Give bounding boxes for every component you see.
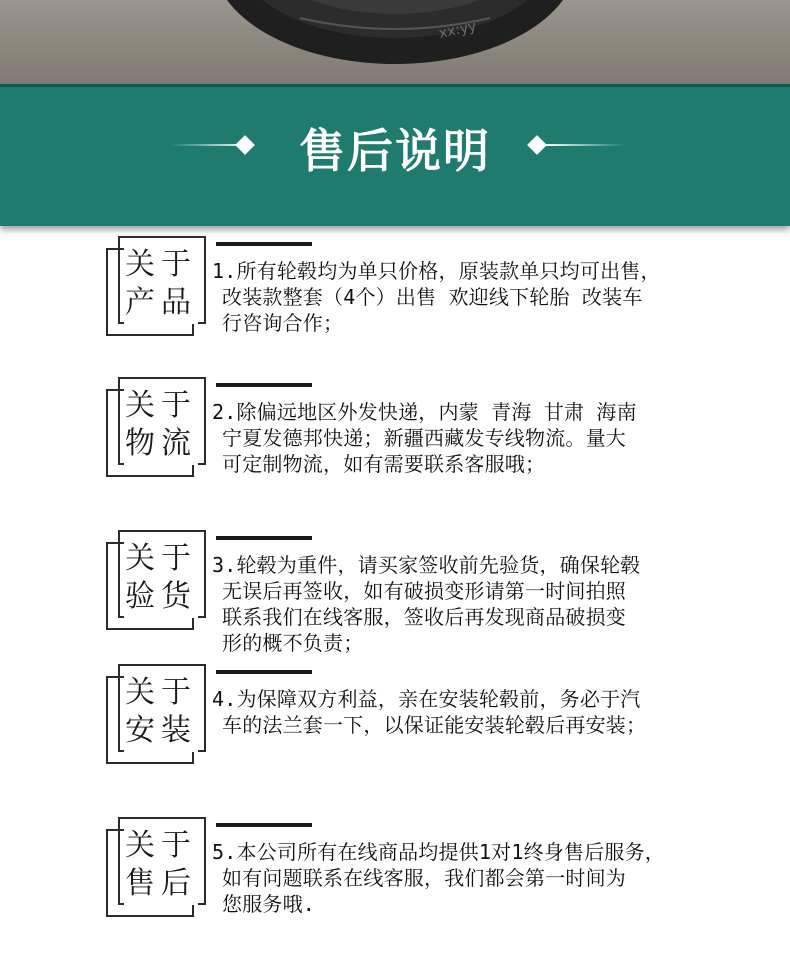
section-rule: [216, 383, 312, 387]
tag-label: [124, 827, 198, 905]
tag-label: [124, 540, 198, 618]
tire-photo: [0, 0, 790, 84]
text-line: 联系我们在线客服，签收后再发现商品破损变: [222, 605, 626, 629]
section-rule: [216, 536, 312, 540]
tag-label: [124, 387, 198, 465]
section-tag: [106, 664, 206, 764]
section-tag: [106, 236, 206, 336]
tag-label-top: 关于: [125, 388, 197, 423]
text-line: 行咨询合作；: [222, 311, 344, 335]
text-line: 形的概不负责；: [222, 631, 364, 655]
text-line: 车的法兰套一下，以保证能安装轮毂后再安装；: [222, 713, 647, 737]
tag-label-bottom: 售后: [125, 866, 197, 901]
diamond-icon-left: [235, 135, 255, 155]
text-line: 宁夏发德邦快递；新疆西藏发专线物流。量大: [222, 426, 626, 450]
tag-label-bottom: 物流: [125, 426, 197, 461]
text-line: 2.除偏远地区外发快递，内蒙 青海 甘肃 海南: [212, 400, 637, 424]
text-line: 可定制物流，如有需要联系客服哦；: [222, 452, 546, 476]
divider-line-right: [545, 144, 625, 146]
section-rule: [216, 670, 312, 674]
text-line: 1.所有轮毂均为单只价格，原装款单只均可出售，: [212, 259, 661, 283]
section-tag: [106, 530, 206, 630]
section-text: [212, 686, 732, 738]
section-tag: [106, 817, 206, 917]
text-line: 4.为保障双方利益，亲在安装轮毂前，务必于汽: [212, 687, 641, 711]
tag-label: [124, 674, 198, 752]
section-rule: [216, 242, 312, 246]
section-text: [212, 839, 732, 917]
tag-label: [124, 246, 198, 324]
tag-label-top: 关于: [125, 541, 197, 576]
text-line: 无误后再签收，如有破损变形请第一时间拍照: [222, 579, 626, 603]
text-line: 您服务哦.: [222, 892, 316, 916]
svg-text:xx:yy: xx:yy: [437, 18, 478, 42]
text-line: 5.本公司所有在线商品均提供1对1终身售后服务，: [212, 840, 665, 864]
tag-label-top: 关于: [125, 828, 197, 863]
text-line: 改装款整套（4个）出售 欢迎线下轮胎 改装车: [222, 285, 643, 309]
section-rule: [216, 823, 312, 827]
tag-label-top: 关于: [125, 247, 197, 282]
tag-label-bottom: 产品: [125, 285, 197, 320]
diamond-icon-right: [527, 135, 547, 155]
section-text: [212, 552, 732, 656]
section-text: [212, 258, 732, 336]
tire-illustration: [0, 0, 790, 84]
section-text: [212, 399, 732, 477]
header-banner: [0, 84, 790, 226]
text-line: 如有问题联系在线客服，我们都会第一时间为: [222, 866, 626, 890]
page-title: 售后说明: [299, 124, 491, 178]
tag-label-bottom: 验货: [125, 579, 197, 614]
tag-label-bottom: 安装: [125, 713, 197, 748]
tag-label-top: 关于: [125, 675, 197, 710]
section-tag: [106, 377, 206, 477]
text-line: 3.轮毂为重件，请买家签收前先验货，确保轮毂: [212, 553, 641, 577]
